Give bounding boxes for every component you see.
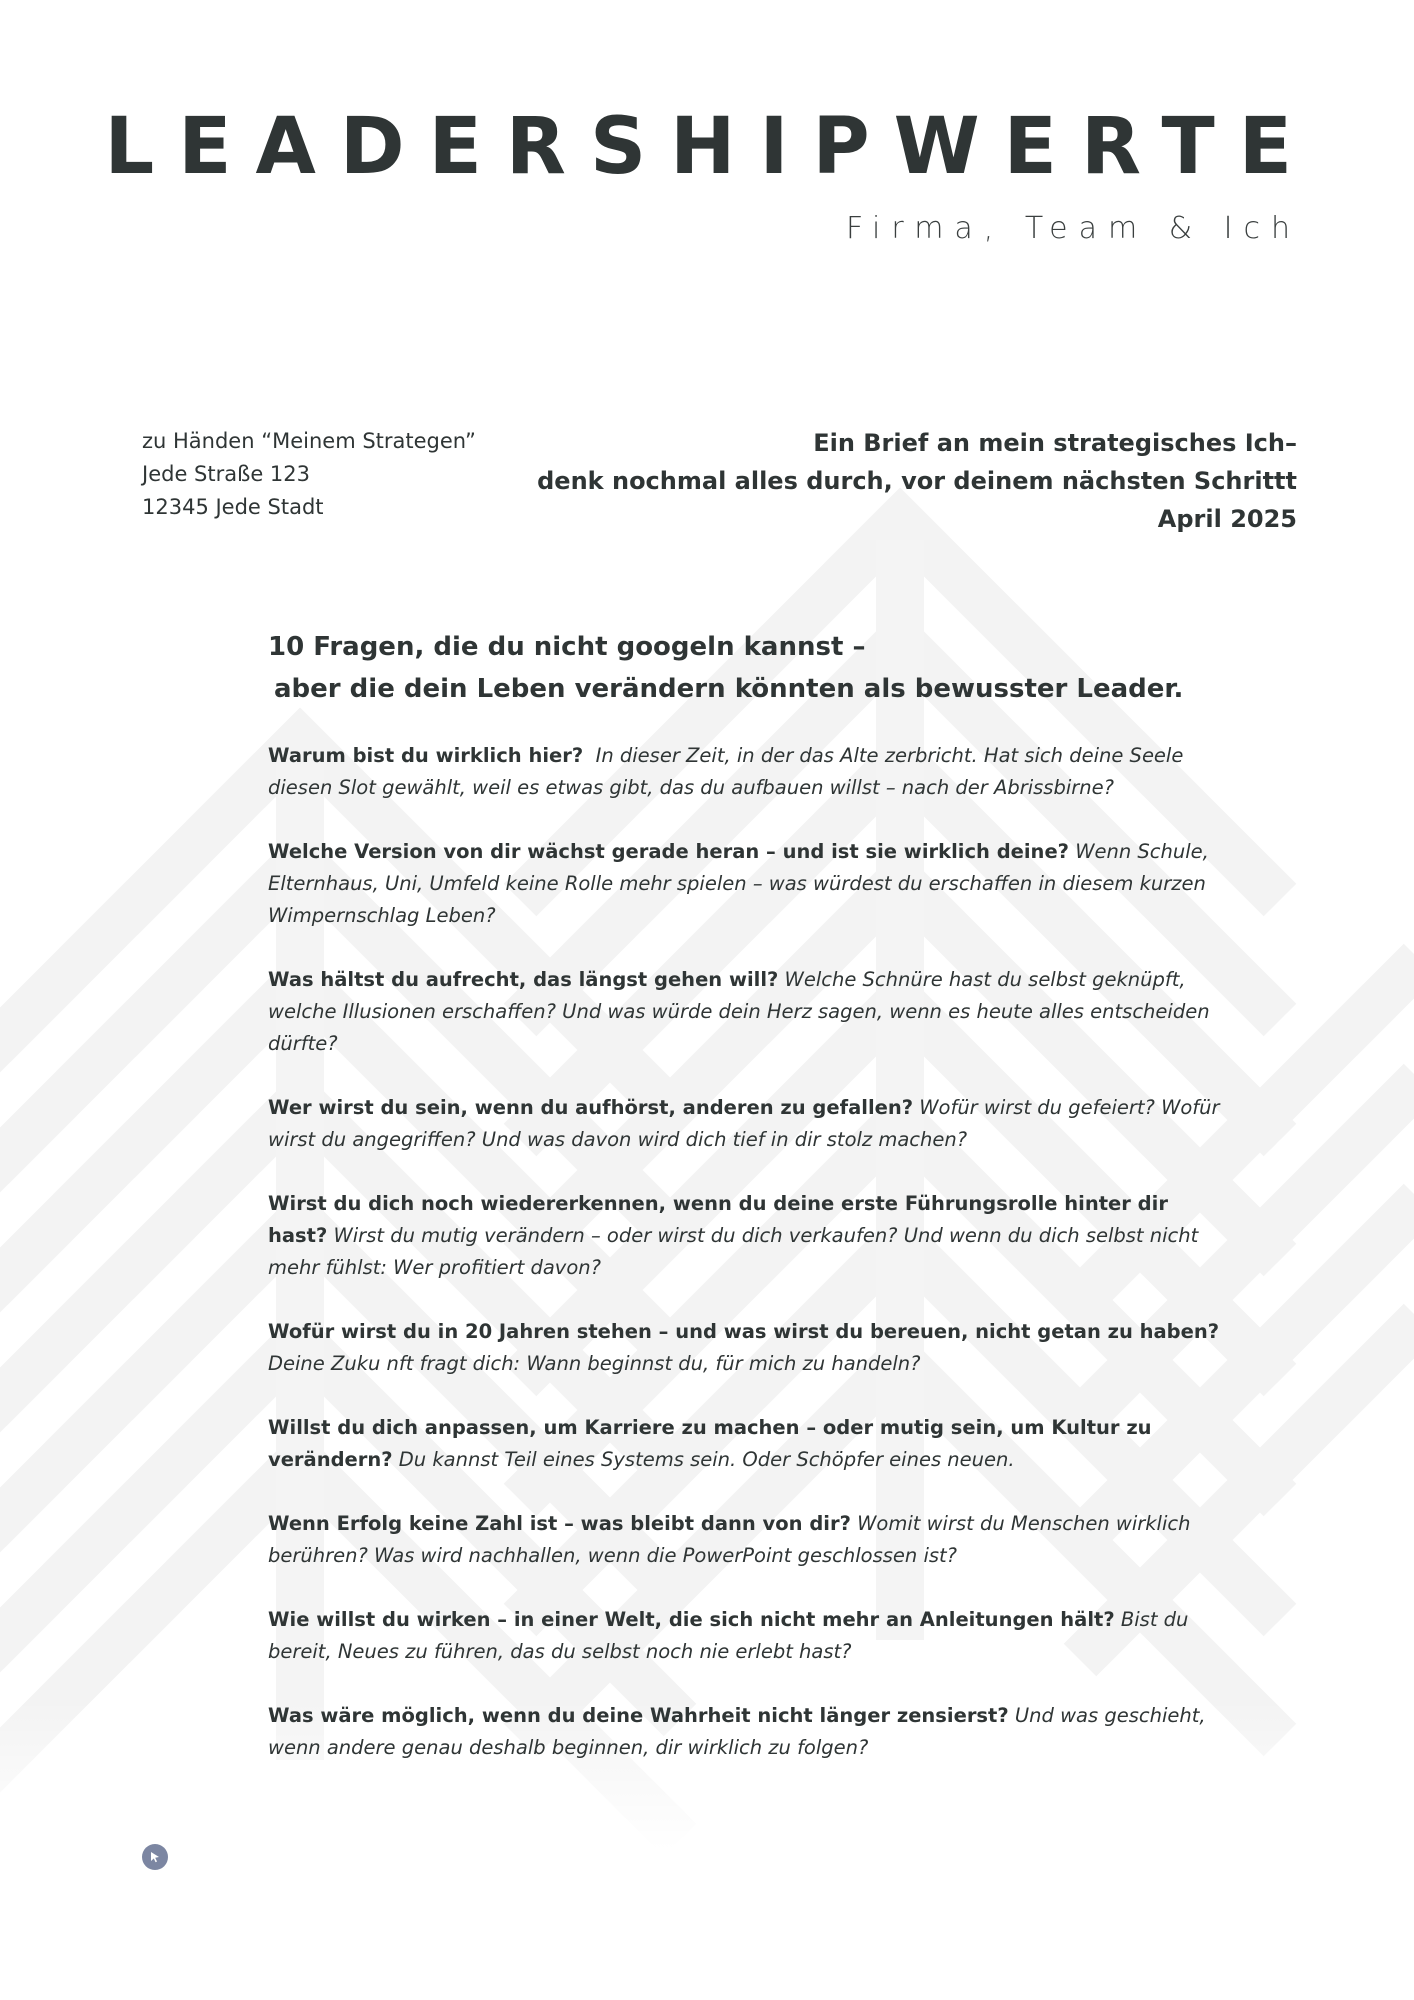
question-answer: Deine Zuku nft fragt dich: Wann beginnst du, für mich zu handeln? [268, 1352, 921, 1375]
question-answer: Welche Schnüre hast du selbst geknüpft, welche Illusionen erschaffen? Und was würde dein Herz sagen, wenn es heute alles entscheiden dürfte? [268, 968, 1210, 1055]
question-item [268, 1700, 1224, 1764]
questions-heading-line2: aber die dein Leben verändern könnten als bewusster Leader. [274, 674, 1184, 704]
question-item [268, 1316, 1224, 1380]
cursor-arrow-icon [148, 1850, 162, 1864]
question-item [268, 964, 1224, 1060]
question-text: Welche Version von dir wächst gerade heran – und ist sie wirklich deine? [268, 840, 1069, 863]
page-title: LEADERSHIPWERTE [104, 102, 1316, 192]
letter-heading-line1: Ein Brief an mein strategisches Ich– [813, 429, 1297, 457]
cursor-tool-button[interactable] [142, 1844, 168, 1870]
question-text: Was hältst du aufrecht, das längst gehen will? [268, 968, 779, 991]
address-line-city: 12345 Jede Stadt [142, 495, 324, 519]
question-text: Warum bist du wirklich hier? [268, 744, 584, 767]
question-text: Wenn Erfolg keine Zahl ist – was bleibt dann von dir? [268, 1512, 851, 1535]
questions-section [268, 626, 1224, 1796]
question-text: Wie willst du wirken – in einer Welt, die sich nicht mehr an Anleitungen hält? [268, 1608, 1115, 1631]
question-item [268, 1188, 1224, 1284]
question-item [268, 836, 1224, 932]
letter-date: April 2025 [1157, 505, 1297, 533]
question-answer: Wenn Schule, Elternhaus, Uni, Umfeld keine Rolle mehr spielen – was würdest du erschaffen in diesem kurzen Wimpernschlag Leben? [268, 840, 1209, 927]
question-answer: In dieser Zeit, in der das Alte zerbricht. Hat sich deine Seele diesen Slot gewählt, weil es etwas gibt, das du aufbauen willst – nach der Abrissbirne? [268, 744, 1184, 799]
questions-heading [268, 626, 1224, 710]
question-item [268, 1092, 1224, 1156]
question-item [268, 1412, 1224, 1476]
question-item [268, 740, 1224, 804]
question-text: Wofür wirst du in 20 Jahren stehen – und was wirst du bereuen, nicht getan zu haben? [268, 1320, 1220, 1343]
question-answer: Wirst du mutig verändern – oder wirst du dich verkaufen? Und wenn du dich selbst nicht mehr fühlst: Wer profitiert davon? [268, 1224, 1199, 1279]
letter-heading [537, 424, 1297, 538]
question-text: Was wäre möglich, wenn du deine Wahrheit nicht länger zensierst? [268, 1704, 1009, 1727]
page-subtitle: Firma, Team & Ich [845, 211, 1301, 246]
question-text: Wirst du dich noch wiedererkennen, wenn du deine erste Führungsrolle hinter dir hast? [268, 1192, 1168, 1247]
letter-heading-line2: denk nochmal alles durch, vor deinem nächsten Schrittt [537, 467, 1297, 495]
question-answer: Womit wirst du Menschen wirklich berühren? Was wird nachhallen, wenn die PowerPoint geschlossen ist? [268, 1512, 1191, 1567]
question-answer: Du kannst Teil eines Systems sein. Oder Schöpfer eines neuen. [398, 1448, 1015, 1471]
question-text: Willst du dich anpassen, um Karriere zu machen – oder mutig sein, um Kultur zu verändern? [268, 1416, 1152, 1471]
address-line-recipient: zu Händen “Meinem Strategen” [142, 429, 476, 453]
address-line-street: Jede Straße 123 [142, 462, 311, 486]
question-answer: Bist du bereit, Neues zu führen, das du selbst noch nie erlebt hast? [268, 1608, 1189, 1663]
recipient-address [142, 425, 476, 524]
question-text: Wer wirst du sein, wenn du aufhörst, anderen zu gefallen? [268, 1096, 914, 1119]
question-item [268, 1508, 1224, 1572]
questions-heading-line1: 10 Fragen, die du nicht googeln kannst – [268, 632, 866, 662]
question-answer: Und was geschieht, wenn andere genau deshalb beginnen, dir wirklich zu folgen? [268, 1704, 1206, 1759]
question-item [268, 1604, 1224, 1668]
question-answer: Wofür wirst du gefeiert? Wofür wirst du angegriffen? Und was davon wird dich tief in dir stolz machen? [268, 1096, 1220, 1151]
